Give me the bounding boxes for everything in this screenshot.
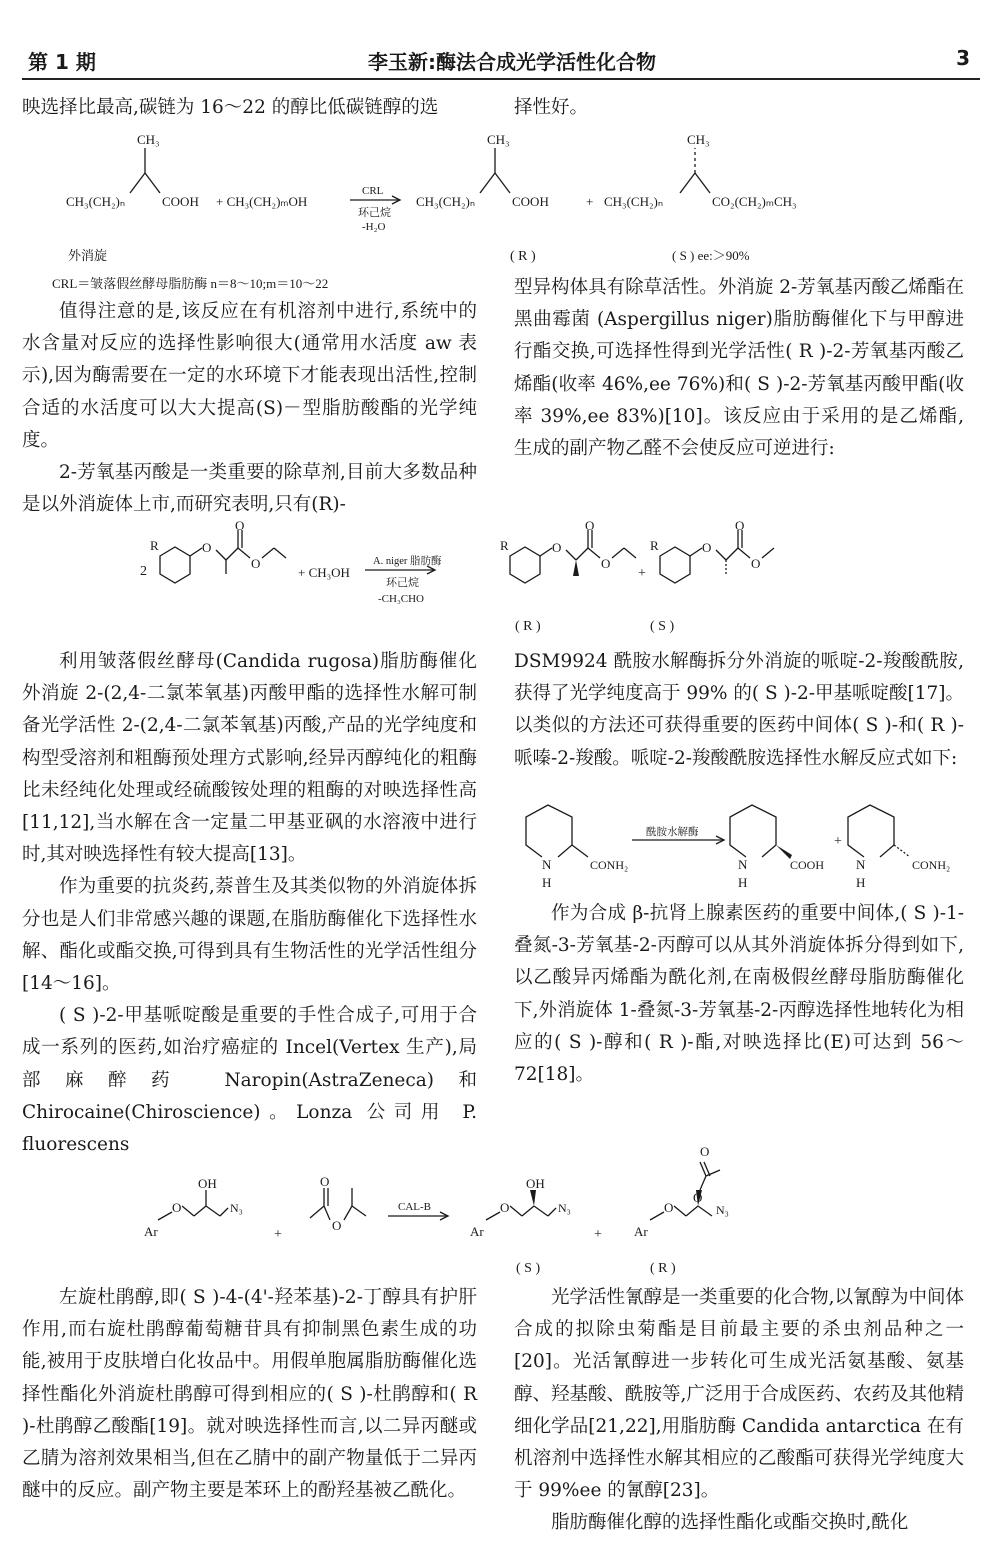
label-r: ( R ) [510, 249, 536, 264]
right-col-block-2 [514, 646, 964, 775]
paragraph: DSM9924 酰胺水解酶拆分外消旋的哌啶-2-羧酸酰胺,获得了光学纯度高于 99% 的( S )-2-甲基哌啶酸[17]。以类似的方法还可获得重要的医药中间体( S )-和( R )-哌嗪-2-羧酸。哌啶-2-羧酸酰胺选择性水解反应式如下: [514, 651, 964, 769]
ester-chain: CH₃(CH₂)ₙ [604, 194, 664, 209]
label-r-2: ( R ) [515, 619, 541, 634]
label-r-4: ( R ) [650, 1261, 676, 1276]
nitrogen-1: N [542, 857, 552, 872]
product-acid-chain: CH₃(CH₂)ₙ [416, 194, 476, 209]
product-cooh: COOH [512, 194, 549, 209]
hydrogen-2: H [738, 875, 748, 890]
plus-sign-5: + [594, 1227, 602, 1242]
left-col-block-2 [22, 646, 477, 1161]
paragraph: ( S )-2-甲基哌啶酸是重要的手性合成子,可用于合成一系列的医药,如治疗癌症的 Incel(Vertex 生产),局部麻醉药 Naropin(AstraZeneca)和 Chirocaine(Chiroscience)。Lonza 公司用 P. fluorescens [22, 1005, 477, 1156]
label-s-4: ( S ) [516, 1261, 541, 1276]
catalyst-a-niger: A. niger 脂肪酶 [373, 556, 442, 567]
r-group-2: R [500, 538, 509, 553]
amidase-catalyst: 酰胺水解酶 [646, 827, 699, 838]
running-title: 李玉新:酶法合成光学活性化合物 [368, 50, 656, 74]
oxygen-2: O [552, 540, 562, 555]
label-s-2: ( S ) [650, 619, 675, 634]
hydroxyl-1: OH [198, 1176, 217, 1191]
methanol-reactant: + CH₃OH [298, 565, 350, 580]
oxygen-1: O [202, 540, 212, 555]
ch3-label-1: CH₃ [137, 132, 160, 147]
solvent-label: 环己烷 [358, 207, 391, 219]
plus-sign-2: + [638, 566, 646, 581]
scheme-transesterification [130, 520, 850, 638]
paragraph: 作为合成 β-抗肾上腺素医药的重要中间体,( S )-1-叠氮-3-芳氧基-2-丙醇可以从其外消旋体拆分得到如下,以乙酸异丙烯酯为酰化剂,在南极假丝酵母脂肪酶催化下,外消旋体 1-叠氮-3-芳氧基-2-丙醇选择性地转化为相应的( S )-醇和( R )-酯,对映选择比(E)可达到 56～72[18]。 [514, 903, 964, 1086]
azide-2: N₃ [558, 1201, 571, 1215]
ester-o-3: O [751, 556, 761, 571]
aryl-2: Ar [470, 1224, 484, 1239]
label-s-ee: ( S ) ee:＞90% [672, 248, 750, 263]
paragraph: 光学活性氰醇是一类重要的化合物,以氰醇为中间体合成的拟除虫菊酯是目前最主要的杀虫剂品种之一[20]。光活氰醇进一步转化可生成光活氨基酸、氨基醇、羟基酸、酰胺等,广泛用于合成医药、农药及其他精细化学品[21,22],用脂肪酶 Candida antarctica 在有机溶剂中选择性水解其相应的乙酸酯可获得光学纯度大于 99%ee 的氰醇[23]。 [514, 1287, 964, 1502]
nitrogen-2: N [738, 857, 748, 872]
acid-group: COOH [790, 858, 825, 872]
r-group-3: R [650, 538, 659, 553]
hydroxyl-2: OH [526, 1176, 545, 1191]
ester-group: CO₂(CH₂)ₘCH₃ [712, 194, 797, 209]
acetaldehyde-byproduct: -CH₃CHO [378, 593, 425, 605]
water-byproduct: -H₂O [362, 221, 386, 233]
acetate-o: O [693, 1190, 703, 1205]
left-col-block-3 [22, 1282, 477, 1507]
scheme-amide-hydrolysis [514, 795, 974, 895]
solvent-label-2: 环己烷 [386, 577, 419, 589]
top-left-line: 映选择比最高,碳链为 16～22 的醇比低碳链醇的选 [22, 97, 439, 118]
aryl-1: Ar [144, 1224, 158, 1239]
carbonyl-o-3: O [735, 520, 745, 533]
plus-sign-3: + [834, 834, 842, 849]
paragraph: 值得注意的是,该反应在有机溶剂中进行,系统中的水含量对反应的选择性影响很大(通常用水活度 aw 表示),因为酶需要在一定的水环境下才能表现出活性,控制合适的水活度可以大大提高(S)－型脂肪酸酯的光学纯度。 [22, 301, 477, 451]
plus-sign-4: + [274, 1227, 282, 1242]
acid-chain: CH₃(CH₂)ₙ [66, 194, 126, 209]
carbonyl-o-2: O [585, 520, 595, 533]
plus-sign: + [586, 194, 594, 209]
racemic-label: 外消旋 [68, 248, 108, 263]
azide-3: N₃ [716, 1203, 729, 1217]
amide-group-2: CONH₂ [912, 858, 951, 872]
azide-1: N₃ [230, 1201, 243, 1215]
r-group-1: R [150, 538, 159, 553]
hydrogen-3: H [856, 875, 866, 890]
top-right-line: 择性好。 [514, 97, 589, 118]
oxygen-3: O [702, 540, 712, 555]
page-header [22, 38, 980, 80]
acid-cooh: COOH [162, 194, 199, 209]
right-col-block-1 [514, 272, 964, 465]
issue-number: 第 1 期 [28, 50, 96, 74]
carbonyl-o-5: O [700, 1144, 710, 1159]
alcohol-reactant: + CH₃(CH₂)ₘOH [216, 194, 308, 209]
carbonyl-o-1: O [235, 520, 245, 533]
paragraph: 2-芳氧基丙酸是一类重要的除草剂,目前大多数品种是以外消旋体上市,而研究表明,只有(R)- [22, 462, 477, 516]
left-col-block-1 [22, 296, 477, 521]
nitrogen-3: N [856, 857, 866, 872]
ch3-label-3: CH₃ [687, 132, 710, 147]
aryl-3: Ar [634, 1224, 648, 1239]
coefficient: 2 [140, 564, 147, 579]
scheme-azido-acylation [140, 1140, 860, 1280]
right-col-block-4 [514, 1282, 964, 1540]
paragraph: 左旋杜鹃醇,即( S )-4-(4'-羟苯基)-2-丁醇具有护肝作用,而右旋杜鹃醇葡萄糖苷具有抑制黑色素生成的功能,被用于皮肤增白化妆品中。用假单胞属脂肪酶催化选择性酯化外消旋杜鹃醇可得到相应的( S )-杜鹃醇和( R )-杜鹃醇乙酸酯[19]。就对映选择性而言,以二异丙醚或乙腈为溶剂效果相当,但在乙腈中的副产物量低于二异丙醚中的反应。副产物主要是苯环上的酚羟基被乙酰化。 [22, 1287, 477, 1502]
crl-legend: CRL＝皱落假丝酵母脂肪酶 n＝8～10;m＝10～22 [52, 276, 329, 291]
carbonyl-o-4: O [320, 1174, 330, 1189]
page-number: 3 [956, 46, 970, 70]
ester-o-1: O [251, 556, 261, 571]
ester-o-2: O [601, 556, 611, 571]
ch3-label-2: CH₃ [487, 132, 510, 147]
catalyst-crl: CRL [362, 185, 384, 197]
ether-o-1: O [172, 1200, 182, 1215]
ether-o-3: O [664, 1200, 674, 1215]
paragraph: 利用皱落假丝酵母(Candida rugosa)脂肪酶催化外消旋 2-(2,4-二氯苯氧基)丙酸甲酯的选择性水解可制备光学活性 2-(2,4-二氯苯氧基)丙酸,产品的光学纯度和构型受溶剂和粗酶预处理方式影响,经异丙醇纯化的粗酶比未经纯化处理或经硫酸铵处理的粗酶的对映选择性高[11,12],当水解在含一定量二甲基亚砜的水溶液中进行时,其对映选择性有较大提高[13]。 [22, 651, 477, 866]
cal-b-catalyst: CAL-B [398, 1201, 431, 1213]
paragraph: 作为重要的抗炎药,萘普生及其类似物的外消旋体拆分也是人们非常感兴趣的课题,在脂肪酶催化下选择性水解、酯化或酯交换,可得到具有生物活性的光学活性组分[14～16]。 [22, 876, 477, 995]
ether-o-2: O [500, 1200, 510, 1215]
paragraph: 脂肪酶催化醇的选择性酯化或酯交换时,酰化 [551, 1512, 909, 1534]
amide-group: CONH₂ [590, 858, 629, 872]
paragraph: 型异构体具有除草活性。外消旋 2-芳氧基丙酸乙烯酯在黑曲霉菌 (Aspergillus niger)脂肪酶催化下与甲醇进行酯交换,可选择性得到光学活性( R )-2-芳氧基丙酸乙烯酯(收率 46%,ee 76%)和( S )-2-芳氧基丙酸甲酯(收率 39%,ee 83%)[10]。该反应由于采用的是乙烯酯,生成的副产物乙醛不会使反应可逆进行: [514, 277, 964, 460]
hydrogen-1: H [542, 875, 552, 890]
right-col-block-3 [514, 898, 964, 1091]
ester-o-4: O [332, 1218, 342, 1233]
